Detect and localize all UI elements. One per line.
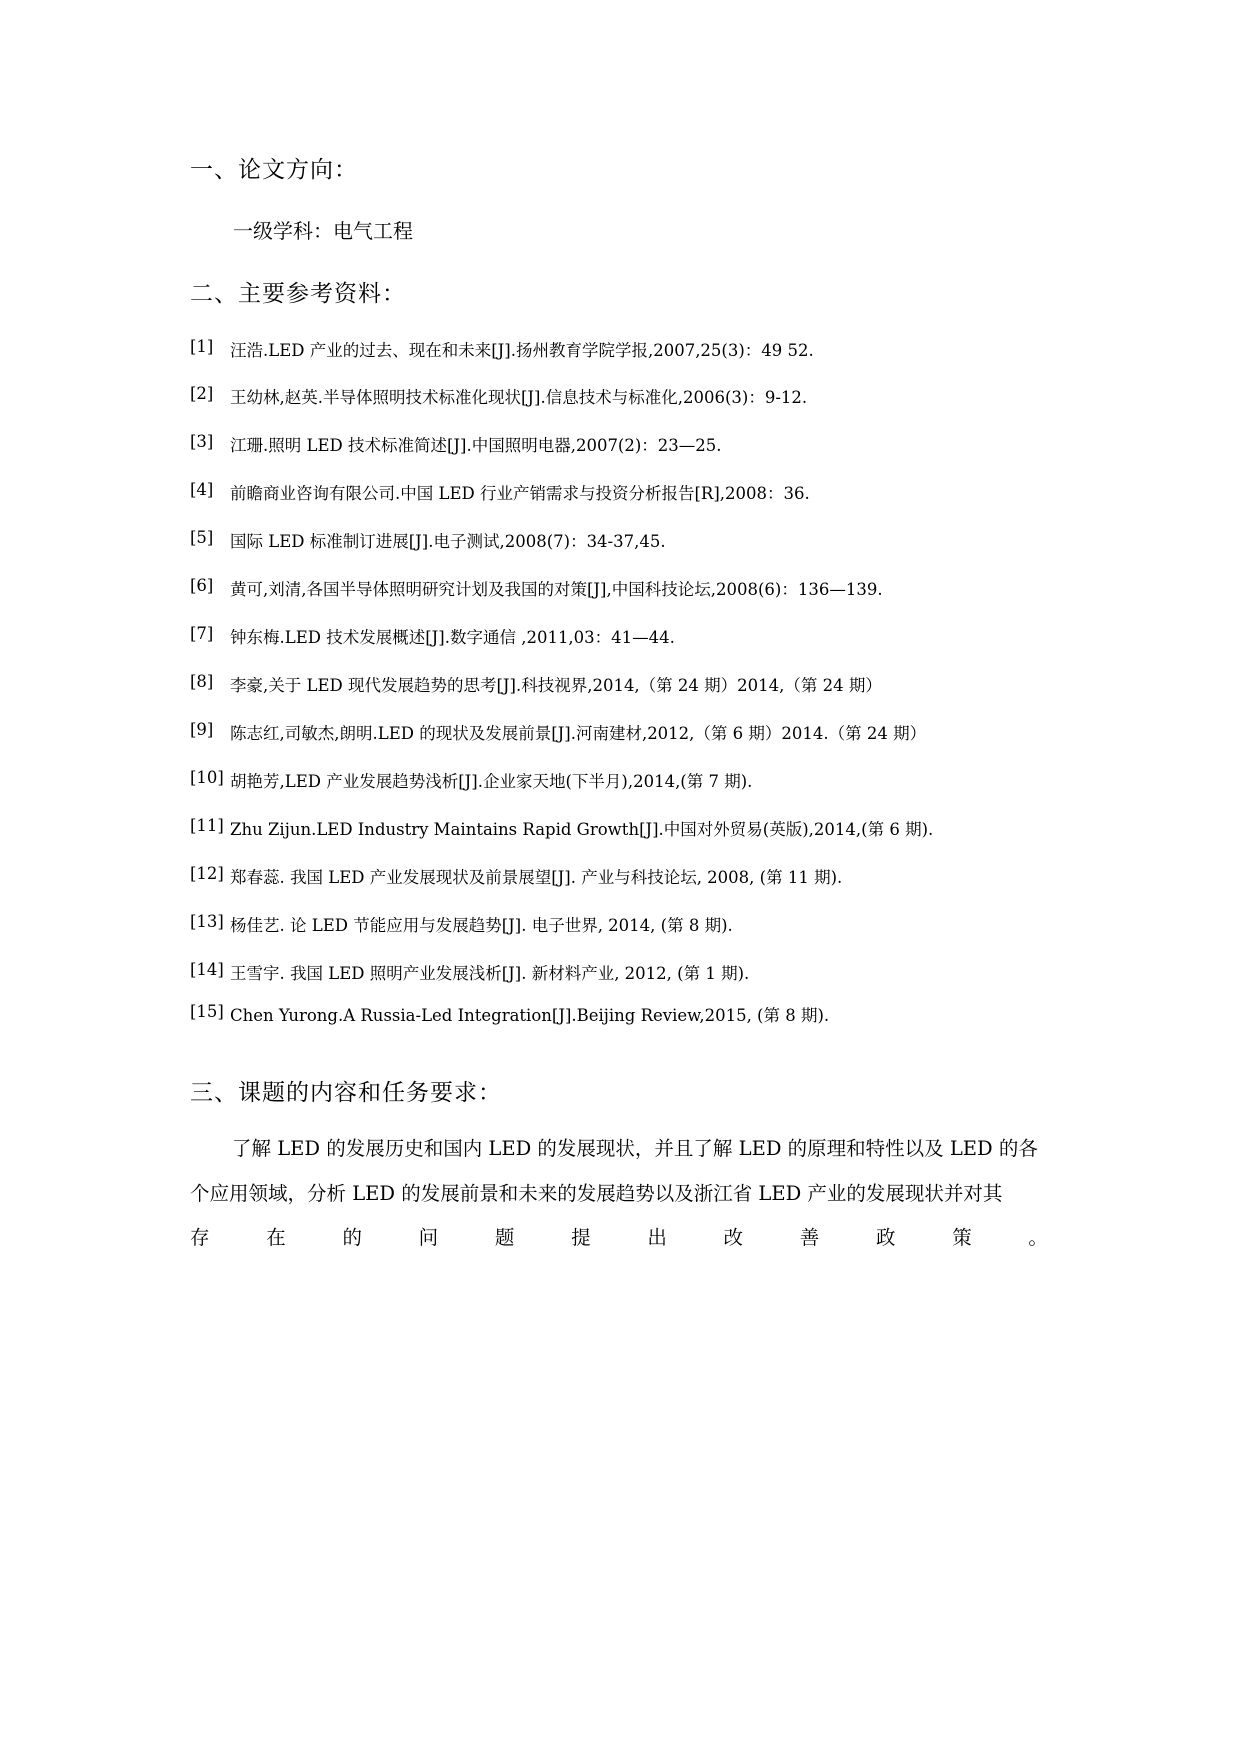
reference-number: [4] [190, 480, 214, 499]
reference-text: 王幼林,赵英.半导体照明技术标准化现状[J].信息技术与标准化,2006(3)：9-12. [230, 388, 808, 407]
reference-item [190, 960, 749, 984]
reference-number: [12] [190, 864, 224, 883]
reference-text: 黄可,刘清,各国半导体照明研究计划及我国的对策[J],中国科技论坛,2008(6)：136—139. [230, 580, 883, 599]
paragraph-line-justified [190, 1222, 1048, 1250]
reference-item [190, 337, 814, 361]
paragraph-char: 的 [342, 1226, 362, 1249]
reference-item [190, 672, 882, 696]
paragraph-char: 政 [875, 1226, 896, 1249]
reference-number: [9] [190, 720, 214, 739]
reference-number: [11] [190, 816, 224, 835]
reference-number: [1] [190, 337, 214, 356]
reference-item [190, 864, 842, 888]
reference-text: 郑春蕊. 我国 LED 产业发展现状及前景展望[J]. 产业与科技论坛, 2008, (第 11 期). [230, 868, 843, 887]
paragraph-char: 问 [418, 1226, 439, 1249]
reference-number: [2] [190, 384, 214, 403]
reference-text: 国际 LED 标准制订进展[J].电子测试,2008(7)：34-37,45. [230, 532, 666, 551]
reference-number: [6] [190, 576, 214, 595]
paragraph-char: 在 [266, 1226, 286, 1249]
reference-item [190, 576, 883, 600]
section-heading-content-requirements: 三、课题的内容和任务要求： [190, 1080, 502, 1106]
paragraph-char: 出 [647, 1226, 667, 1249]
reference-number: [13] [190, 912, 224, 931]
reference-text: 陈志红,司敏杰,朗明.LED 的现状及发展前景[J].河南建材,2012,（第 6 期）2014.（第 24 期） [230, 724, 927, 743]
reference-number: [8] [190, 672, 214, 691]
paragraph-char: 策 [952, 1226, 972, 1249]
paragraph-char: 提 [571, 1226, 591, 1249]
reference-number: [7] [190, 624, 214, 643]
discipline-text: 一级学科：电气工程 [233, 219, 413, 243]
reference-text: 王雪宇. 我国 LED 照明产业发展浅析[J]. 新材料产业, 2012, (第 1 期). [230, 964, 750, 983]
reference-number: [14] [190, 960, 224, 979]
section-heading-references: 二、主要参考资料： [190, 281, 406, 307]
paragraph-char: 。 [1028, 1226, 1048, 1249]
reference-item [190, 624, 675, 648]
reference-text: 胡艳芳,LED 产业发展趋势浅析[J].企业家天地(下半月),2014,(第 7 期). [230, 772, 753, 791]
reference-number: [10] [190, 768, 224, 787]
reference-item [190, 768, 752, 792]
reference-text: Zhu Zijun.LED Industry Maintains Rapid Growth[J].中国对外贸易(英版),2014,(第 6 期). [230, 820, 934, 839]
reference-item [190, 528, 666, 552]
reference-text: 前瞻商业咨询有限公司.中国 LED 行业产销需求与投资分析报告[R],2008：36. [230, 484, 810, 503]
reference-text: 汪浩.LED 产业的过去、现在和未来[J].扬州教育学院学报,2007,25(3)：49 52. [230, 341, 814, 360]
reference-text: 钟东梅.LED 技术发展概述[J].数字通信 ,2011,03：41—44. [230, 628, 675, 647]
paragraph-char: 存 [190, 1226, 210, 1249]
reference-item [190, 720, 926, 744]
reference-number: [15] [190, 1002, 224, 1021]
reference-item [190, 1002, 829, 1026]
reference-item [190, 384, 807, 408]
reference-item [190, 912, 733, 936]
paragraph-line: 了解 LED 的发展历史和国内 LED 的发展现状，并且了解 LED 的原理和特性以及 LED 的各 [232, 1137, 1038, 1160]
reference-text: 李豪,关于 LED 现代发展趋势的思考[J].科技视界,2014,（第 24 期）2014,（第 24 期） [230, 676, 882, 695]
paragraph-line: 个应用领域，分析 LED 的发展前景和未来的发展趋势以及浙江省 LED 产业的发展现状并对其 [190, 1182, 1003, 1205]
paragraph-char: 题 [494, 1226, 515, 1249]
reference-item [190, 816, 933, 840]
reference-text: 杨佳艺. 论 LED 节能应用与发展趋势[J]. 电子世界, 2014, (第 8 期). [230, 916, 733, 935]
section-heading-thesis-direction: 一、论文方向： [190, 157, 358, 183]
reference-text: Chen Yurong.A Russia-Led Integration[J].Beijing Review,2015, (第 8 期). [230, 1006, 830, 1025]
paragraph-char: 改 [723, 1226, 744, 1249]
reference-item [190, 432, 722, 456]
reference-number: [5] [190, 528, 214, 547]
paragraph-char: 善 [799, 1226, 820, 1249]
reference-number: [3] [190, 432, 214, 451]
reference-text: 江珊.照明 LED 技术标准简述[J].中国照明电器,2007(2)：23—25. [230, 436, 722, 455]
reference-item [190, 480, 810, 504]
